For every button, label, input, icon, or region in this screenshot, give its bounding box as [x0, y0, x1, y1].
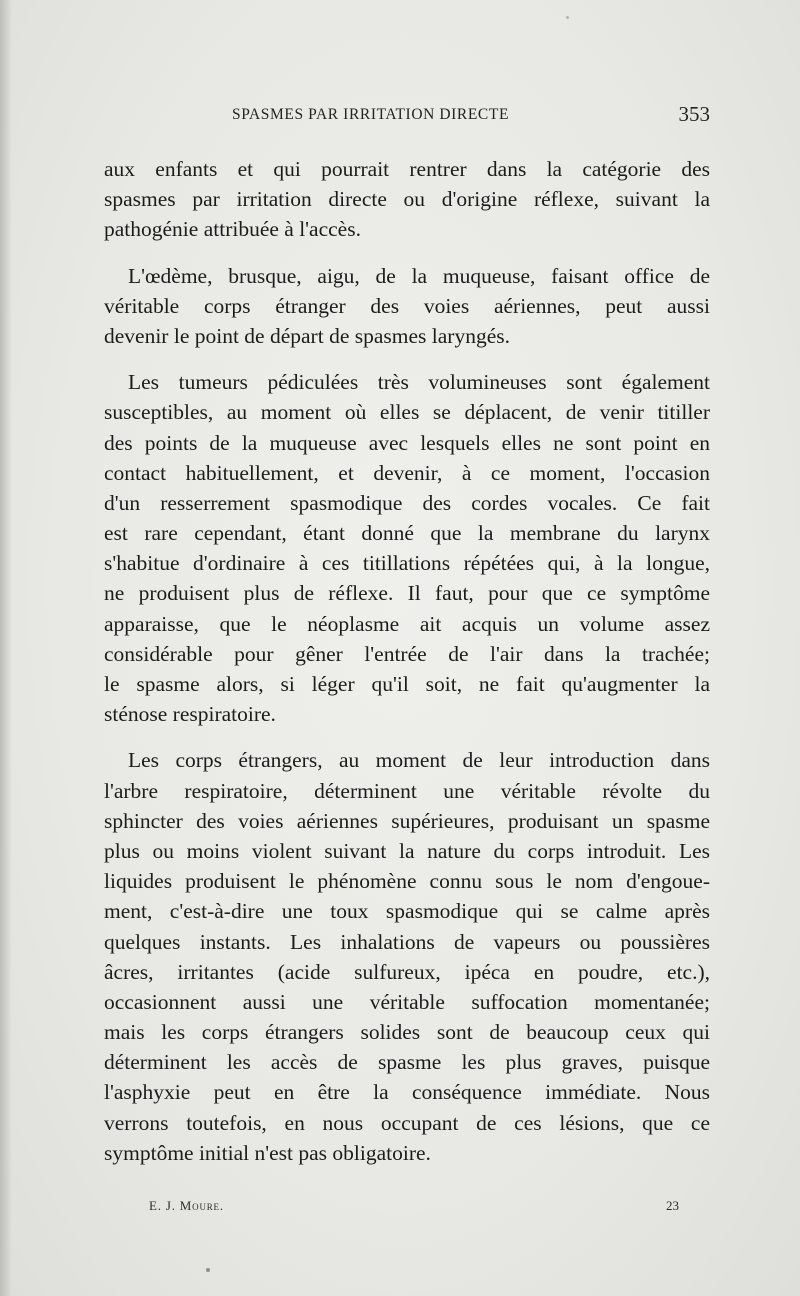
text-line: ment, c'est-à-dire une toux spasmodique qui se calme après — [104, 899, 710, 924]
text-line: déterminent les accès de spasme les plus graves, puisque — [104, 1050, 710, 1075]
text-line: d'un resserrement spasmodique des cordes vocales. Ce fait — [104, 490, 710, 515]
paragraph — [104, 745, 710, 1168]
text-line: véritable corps étranger des voies aériennes, peut aussi — [104, 293, 710, 318]
text-line: le spasme alors, si léger qu'il soit, ne fait qu'augmenter la — [104, 672, 710, 696]
signature-mark: 23 — [666, 1198, 679, 1213]
paragraph — [104, 154, 710, 245]
text-line: ne produisent plus de réflexe. Il faut, pour que ce symptôme — [104, 581, 710, 606]
text-line: symptôme initial n'est pas obligatoire. — [104, 1140, 431, 1165]
text-line: des points de la muqueuse avec lesquels elles ne sont point en — [104, 430, 710, 455]
text-line: contact habituellement, et devenir, à ce moment, l'occasion — [104, 460, 710, 485]
text-line: Les tumeurs pédiculées très volumineuses sont également — [128, 370, 710, 395]
text-line: devenir le point de départ de spasmes laryngés. — [104, 323, 510, 348]
text-line: mais les corps étrangers solides sont de beaucoup ceux qui — [104, 1020, 710, 1045]
body-text — [104, 154, 710, 1168]
text-line: sténose respiratoire. — [104, 702, 276, 727]
text-line: âcres, irritantes (acide sulfureux, ipéca en poudre, etc.), — [104, 959, 710, 984]
text-line: pathogénie attribuée à l'accès. — [104, 217, 361, 242]
text-line: sphincter des voies aériennes supérieures, produisant un spasme — [104, 808, 710, 833]
paragraph — [104, 261, 710, 352]
text-line: est rare cependant, étant donné que la membrane du larynx — [104, 521, 710, 546]
page-footer — [149, 1198, 679, 1218]
page-number: 353 — [678, 102, 710, 126]
text-line: s'habitue d'ordinaire à ces titillations répétées qui, à la longue, — [104, 551, 710, 576]
text-line: L'œdème, brusque, aigu, de la muqueuse, faisant office de — [128, 263, 710, 288]
ink-speck — [566, 16, 569, 19]
text-line: quelques instants. Les inhalations de vapeurs ou poussières — [104, 929, 710, 954]
text-line: verrons toutefois, en nous occupant de ces lésions, que ce — [104, 1110, 710, 1135]
text-line: occasionnent aussi une véritable suffocation momentanée; — [104, 989, 710, 1014]
text-line: liquides produisent le phénomène connu sous le nom d'engoue- — [104, 869, 710, 894]
text-line: spasmes par irritation directe ou d'origine réflexe, suivant la — [104, 187, 710, 212]
text-line: l'asphyxie peut en être la conséquence immédiate. Nous — [104, 1080, 710, 1105]
text-line: plus ou moins violent suivant la nature du corps introduit. Les — [104, 838, 710, 863]
text-line: aux enfants et qui pourrait rentrer dans la catégorie des — [104, 157, 710, 181]
text-line: apparaisse, que le néoplasme ait acquis un volume assez — [104, 611, 710, 636]
footer-author: E. J. Moure. — [149, 1198, 224, 1213]
text-line: susceptibles, au moment où elles se déplacent, de venir titiller — [104, 400, 710, 425]
running-title: SPASMES PAR IRRITATION DIRECTE — [232, 106, 510, 123]
running-head — [104, 100, 710, 130]
binding-shadow — [0, 0, 12, 1296]
text-line: Les corps étrangers, au moment de leur introduction dans — [128, 748, 710, 773]
text-line: l'arbre respiratoire, déterminent une véritable révolte du — [104, 778, 710, 803]
paragraph — [104, 367, 710, 729]
text-line: considérable pour gêner l'entrée de l'air dans la trachée; — [104, 641, 710, 666]
ink-speck — [206, 1268, 210, 1272]
